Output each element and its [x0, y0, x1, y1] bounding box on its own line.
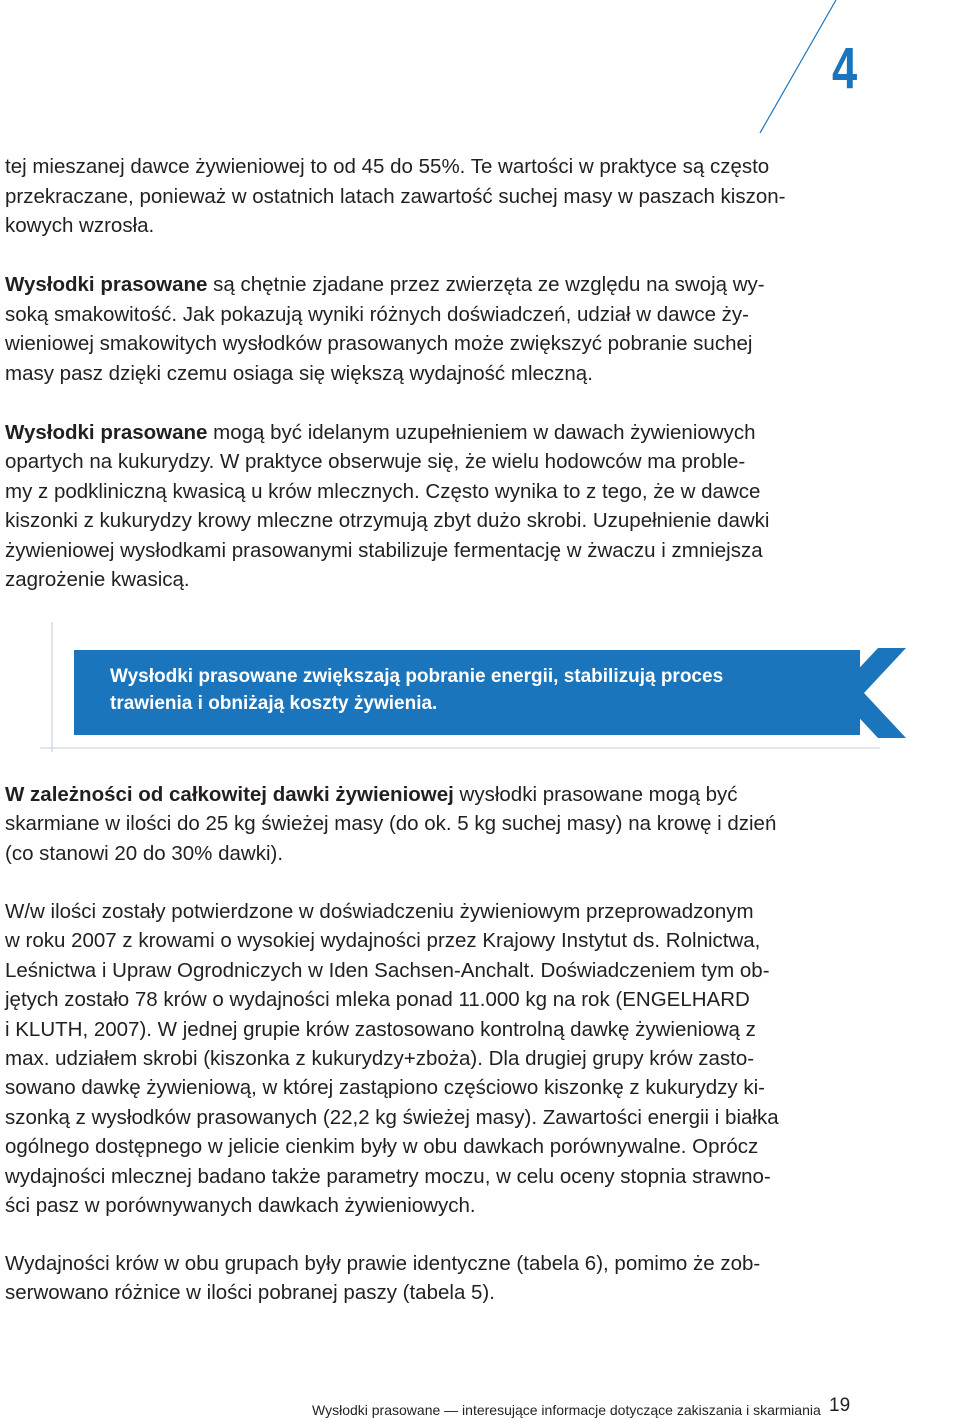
chapter-number: 4: [832, 36, 858, 101]
text-line: kowych wzrosła.: [5, 214, 155, 237]
text-line: szonką z wysłodków prasowanych (22,2 kg świeżej masy). Zawartości energii i białka: [5, 1105, 779, 1129]
paragraph-dosage: [5, 780, 855, 868]
text-line: żywieniowej wysłodkami prasowanymi stabilizuje fermentację w żwaczu i zmniejsza: [5, 538, 763, 562]
text-line: jętych zostało 78 krów o wydajności mleka ponad 11.000 kg na rok (ENGELHARD: [5, 988, 750, 1012]
text-line: skarmiane w ilości do 25 kg świeżej masy (do ok. 5 kg suchej masy) na krowę i dzień: [5, 812, 777, 836]
text-line: przekraczane, ponieważ w ostatnich latach zawartość suchej masy w paszach kiszon-: [5, 184, 786, 208]
text-line: serwowano różnice w ilości pobranej paszy (tabela 5).: [5, 1281, 495, 1305]
text-line: kiszonki z kukurydzy krowy mleczne otrzymują zbyt dużo skrobi. Uzupełnienie dawki: [5, 509, 770, 533]
paragraph-experiment: [5, 897, 855, 1220]
paragraph-results: [5, 1249, 855, 1308]
text-line: soką smakowitość. Jak pokazują wyniki różnych doświadczeń, udział w dawce ży-: [5, 302, 750, 326]
footer-title: Wysłodki prasowane — interesujące informacje dotyczące zakiszania i skarmiania: [312, 1402, 821, 1418]
text-line: opartych na kukurydzy. W praktyce obserwuje się, że wielu hodowców ma proble-: [5, 450, 746, 474]
bold-lead: Wysłodki prasowane: [5, 273, 208, 296]
text-run: wysłodki prasowane mogą być: [453, 783, 738, 806]
text-run: mogą być idelanym uzupełnieniem w dawach żywieniowych: [207, 421, 756, 444]
text-line: (co stanowi 20 do 30% dawki).: [5, 841, 284, 865]
text-line: w roku 2007 z krowami o wysokiej wydajności przez Krajowy Instytut ds. Rolnictwa,: [5, 929, 761, 953]
text-line: Leśnictwa i Upraw Ogrodniczych w Iden Sachsen-Anchalt. Doświadczeniem tym ob-: [5, 958, 770, 982]
text-line: tej mieszanej dawce żywieniowej to od 45 do 55%. Te wartości w praktyce są często: [5, 155, 770, 178]
bold-lead: W zależności od całkowitej dawki żywieniowej: [5, 783, 454, 806]
text-line: ści pasz w porównywanych dawkach żywieniowych.: [5, 1194, 476, 1218]
text-line: [5, 780, 855, 809]
callout-line: Wysłodki prasowane zwiększają pobranie energii, stabilizują proces: [110, 666, 724, 687]
page-number: 19: [829, 1395, 851, 1416]
text-line: zagrożenie kwasicą.: [5, 568, 190, 592]
text-line: Wydajności krów w obu grupach były prawie identyczne (tabela 6), pomimo że zob-: [5, 1252, 761, 1275]
text-line: wieniowej smakowitych wysłodków prasowanych może zwiększyć pobranie suchej: [5, 332, 753, 355]
callout-line: trawienia i obniżają koszty żywienia.: [110, 693, 438, 714]
text-run: są chętnie zjadane przez zwierzęta ze względu na swoją wy-: [207, 273, 765, 296]
callout-box: [74, 650, 860, 735]
text-line: i KLUTH, 2007). W jednej grupie krów zastosowano kontrolną dawkę żywieniową z: [5, 1017, 756, 1041]
text-line: wydajności mlecznej badano także parametry moczu, w celu oceny stopnia strawno-: [5, 1164, 771, 1188]
text-line: ogólnego dostępnego w jelicie cienkim były w obu dawkach porównywalne. Oprócz: [5, 1135, 759, 1159]
callout-text: [110, 663, 810, 717]
text-line: my z podkliniczną kwasicą u krów mlecznych. Często wynika to z tego, że w dawce: [5, 479, 761, 503]
text-line: masy pasz dzięki czemu osiaga się większą wydajność mleczną.: [5, 361, 593, 385]
bold-lead: Wysłodki prasowane: [5, 421, 208, 444]
text-line: max. udziałem skrobi (kiszonka z kukurydzy+zboża). Dla drugiej grupy krów zasto-: [5, 1047, 755, 1071]
text-line: W/w ilości zostały potwierdzone w doświadczeniu żywieniowym przeprowadzonym: [5, 900, 754, 923]
text-line: sowano dawkę żywieniową, w której zastąpiono częściowo kiszonkę z kukurydzy ki-: [5, 1076, 765, 1100]
